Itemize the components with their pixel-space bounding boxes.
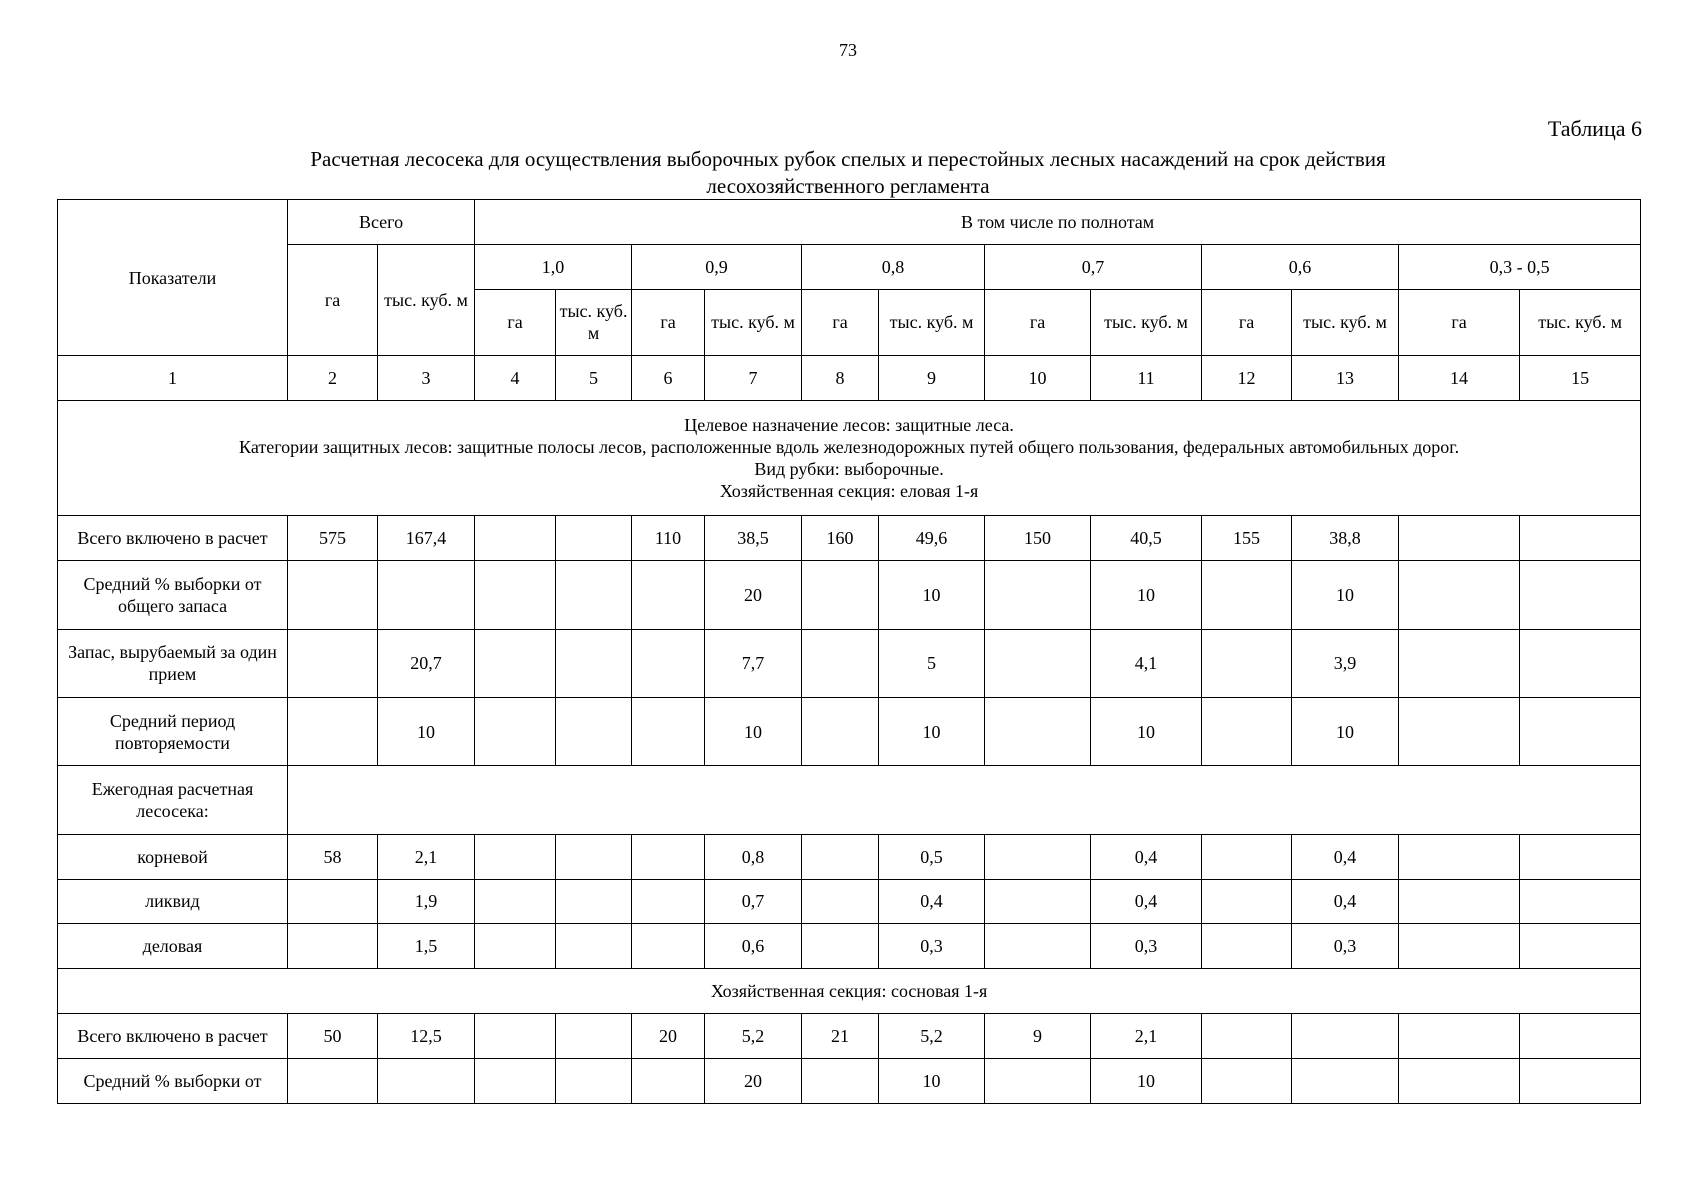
column-number: 12 <box>1202 356 1292 401</box>
table-cell <box>1520 561 1641 629</box>
row-label: Средний % выборки от <box>58 1059 288 1104</box>
header-total-ha: га <box>288 244 378 355</box>
section-header-line: Вид рубки: выборочные. <box>754 459 944 480</box>
table-cell <box>1202 697 1292 765</box>
annual-label-blank <box>288 766 1641 834</box>
header-ha: га <box>1399 289 1520 355</box>
header-ha: га <box>475 289 556 355</box>
section-header <box>58 400 1641 515</box>
table-cell: 10 <box>1091 697 1202 765</box>
table-cell <box>475 629 556 697</box>
table-cell <box>556 629 632 697</box>
table-cell: 0,3 <box>879 924 985 969</box>
table-cell <box>1202 561 1292 629</box>
table-cell <box>1399 697 1520 765</box>
header-density: 1,0 <box>475 244 632 289</box>
header-density: 0,8 <box>802 244 985 289</box>
table-cell: 9 <box>985 1014 1091 1059</box>
table-cell <box>1520 834 1641 879</box>
row-label: деловая <box>58 924 288 969</box>
table-cell: 0,4 <box>1292 879 1399 924</box>
header-ha: га <box>632 289 705 355</box>
table-cell: 40,5 <box>1091 516 1202 561</box>
table-cell: 10 <box>879 561 985 629</box>
table-cell: 155 <box>1202 516 1292 561</box>
table-cell <box>985 924 1091 969</box>
table-cell: 1,9 <box>378 879 475 924</box>
table-cell <box>475 516 556 561</box>
table-cell <box>475 834 556 879</box>
table-cell <box>632 879 705 924</box>
header-indicators: Показатели <box>58 200 288 356</box>
table-cell <box>556 924 632 969</box>
table-cell <box>1202 1059 1292 1104</box>
table-cell <box>1520 1059 1641 1104</box>
harvest-table <box>57 199 1641 1104</box>
table-cell <box>288 629 378 697</box>
table-cell: 5,2 <box>705 1014 802 1059</box>
column-number: 8 <box>802 356 879 401</box>
table-cell <box>1399 1014 1520 1059</box>
table-cell <box>288 561 378 629</box>
table-cell <box>802 629 879 697</box>
column-numbers-row <box>58 356 1641 401</box>
table-cell: 2,1 <box>1091 1014 1202 1059</box>
table-cell <box>632 924 705 969</box>
table-cell: 0,4 <box>879 879 985 924</box>
table-cell <box>475 1059 556 1104</box>
table-cell <box>1202 1014 1292 1059</box>
table-cell <box>556 834 632 879</box>
table-cell <box>985 697 1091 765</box>
table-cell <box>1399 629 1520 697</box>
table-cell <box>985 879 1091 924</box>
table-cell: 49,6 <box>879 516 985 561</box>
table-cell: 160 <box>802 516 879 561</box>
table-cell <box>802 561 879 629</box>
row-label: Всего включено в расчет <box>58 1014 288 1059</box>
header-ha: га <box>1202 289 1292 355</box>
table-cell: 5 <box>879 629 985 697</box>
column-number: 14 <box>1399 356 1520 401</box>
table-cell: 38,8 <box>1292 516 1399 561</box>
column-number: 4 <box>475 356 556 401</box>
section-header-row <box>58 400 1641 515</box>
title-line: Расчетная лесосека для осуществления выборочных рубок спелых и перестойных лесных насаждений на срок действия <box>310 147 1386 171</box>
table-cell: 0,8 <box>705 834 802 879</box>
table-cell <box>475 924 556 969</box>
table-cell: 0,4 <box>1292 834 1399 879</box>
table-cell: 150 <box>985 516 1091 561</box>
row-label: ликвид <box>58 879 288 924</box>
table-cell: 575 <box>288 516 378 561</box>
table-row <box>58 834 1641 879</box>
header-total: Всего <box>288 200 475 245</box>
column-number: 3 <box>378 356 475 401</box>
section-header-row <box>58 969 1641 1014</box>
table-row <box>58 561 1641 629</box>
table-cell <box>1520 879 1641 924</box>
table-title <box>0 146 1696 200</box>
table-cell <box>1202 879 1292 924</box>
table-row <box>58 697 1641 765</box>
header-density: 0,9 <box>632 244 802 289</box>
header-row <box>58 200 1641 245</box>
table-cell: 12,5 <box>378 1014 475 1059</box>
table-cell: 20 <box>705 561 802 629</box>
table-cell <box>475 1014 556 1059</box>
header-ha: га <box>802 289 879 355</box>
column-number: 13 <box>1292 356 1399 401</box>
table-label: Таблица 6 <box>1547 116 1642 141</box>
header-volume: тыс. куб. м <box>1292 289 1399 355</box>
page-number: 73 <box>839 40 857 60</box>
table-cell: 3,9 <box>1292 629 1399 697</box>
column-number: 9 <box>879 356 985 401</box>
column-number: 7 <box>705 356 802 401</box>
table-row <box>58 1059 1641 1104</box>
section-header-line: Целевое назначение лесов: защитные леса. <box>684 415 1014 436</box>
header-volume: тыс. куб. м <box>1520 289 1641 355</box>
table-cell <box>802 879 879 924</box>
table-cell <box>1399 879 1520 924</box>
table-row <box>58 766 1641 834</box>
table-cell <box>556 561 632 629</box>
column-number: 1 <box>58 356 288 401</box>
header-density: 0,3 - 0,5 <box>1399 244 1641 289</box>
annual-label: Ежегодная расчетная лесосека: <box>58 766 288 834</box>
table-cell <box>556 879 632 924</box>
row-label: Средний период повторяемости <box>58 697 288 765</box>
table-cell <box>1399 924 1520 969</box>
table-cell: 21 <box>802 1014 879 1059</box>
table-cell <box>556 697 632 765</box>
table-cell <box>985 629 1091 697</box>
column-number: 6 <box>632 356 705 401</box>
table-cell: 0,3 <box>1091 924 1202 969</box>
table-cell: 167,4 <box>378 516 475 561</box>
table-cell <box>1399 834 1520 879</box>
table-cell <box>985 1059 1091 1104</box>
table-cell: 7,7 <box>705 629 802 697</box>
header-volume: тыс. куб. м <box>556 289 632 355</box>
table-cell <box>1292 1059 1399 1104</box>
table-cell: 0,6 <box>705 924 802 969</box>
table-cell: 10 <box>378 697 475 765</box>
table-cell <box>1520 629 1641 697</box>
table-cell <box>288 697 378 765</box>
header-ha: га <box>985 289 1091 355</box>
table-cell: 1,5 <box>378 924 475 969</box>
table-cell <box>1202 629 1292 697</box>
table-cell <box>632 629 705 697</box>
table-cell: 10 <box>705 697 802 765</box>
table-cell: 10 <box>1292 561 1399 629</box>
section-header-line: Категории защитных лесов: защитные полосы лесов, расположенные вдоль железнодорожных путей общего пользования, федеральных автомобильных дорог. <box>239 437 1460 458</box>
header-row <box>58 244 1641 289</box>
table-cell: 0,7 <box>705 879 802 924</box>
table-cell <box>802 1059 879 1104</box>
table-cell <box>1202 924 1292 969</box>
table-cell <box>1399 516 1520 561</box>
table-cell <box>985 834 1091 879</box>
table-row <box>58 1014 1641 1059</box>
table-cell <box>1520 1014 1641 1059</box>
header-density: 0,6 <box>1202 244 1399 289</box>
table-cell <box>632 697 705 765</box>
table-cell <box>1399 561 1520 629</box>
section-header-line: Хозяйственная секция: сосновая 1-я <box>710 981 988 1002</box>
row-label: корневой <box>58 834 288 879</box>
table-cell <box>802 834 879 879</box>
table-cell <box>288 1059 378 1104</box>
table-cell <box>378 561 475 629</box>
table-cell: 110 <box>632 516 705 561</box>
table-cell <box>475 879 556 924</box>
section-header-line: Хозяйственная секция: еловая 1-я <box>719 481 979 502</box>
table-cell: 20 <box>705 1059 802 1104</box>
column-number: 2 <box>288 356 378 401</box>
title-line: лесохозяйственного регламента <box>706 174 990 198</box>
table-cell <box>288 879 378 924</box>
table-row <box>58 924 1641 969</box>
table-row <box>58 629 1641 697</box>
table-cell <box>632 1059 705 1104</box>
table-cell <box>556 1059 632 1104</box>
column-number: 15 <box>1520 356 1641 401</box>
header-volume: тыс. куб. м <box>1091 289 1202 355</box>
table-cell: 4,1 <box>1091 629 1202 697</box>
header-volume: тыс. куб. м <box>705 289 802 355</box>
row-label: Запас, вырубаемый за один прием <box>58 629 288 697</box>
table-cell <box>288 924 378 969</box>
table-cell <box>802 697 879 765</box>
table-cell: 0,5 <box>879 834 985 879</box>
table-cell <box>1520 516 1641 561</box>
table-cell: 10 <box>1091 561 1202 629</box>
table-cell <box>1399 1059 1520 1104</box>
table-cell <box>985 561 1091 629</box>
table-cell: 38,5 <box>705 516 802 561</box>
table-cell <box>1292 1014 1399 1059</box>
table-cell: 2,1 <box>378 834 475 879</box>
table-cell: 0,3 <box>1292 924 1399 969</box>
table-cell: 10 <box>879 697 985 765</box>
table-cell <box>475 561 556 629</box>
table-cell <box>802 924 879 969</box>
section-header <box>58 969 1641 1014</box>
table-cell: 58 <box>288 834 378 879</box>
row-label: Средний % выборки от общего запаса <box>58 561 288 629</box>
column-number: 10 <box>985 356 1091 401</box>
table-cell <box>1520 924 1641 969</box>
table-cell: 10 <box>1091 1059 1202 1104</box>
table-cell: 20,7 <box>378 629 475 697</box>
column-number: 5 <box>556 356 632 401</box>
header-by-density: В том числе по полнотам <box>475 200 1641 245</box>
header-total-volume: тыс. куб. м <box>378 244 475 355</box>
table-cell: 20 <box>632 1014 705 1059</box>
row-label: Всего включено в расчет <box>58 516 288 561</box>
table-cell <box>1520 697 1641 765</box>
table-cell: 5,2 <box>879 1014 985 1059</box>
header-volume: тыс. куб. м <box>879 289 985 355</box>
column-number: 11 <box>1091 356 1202 401</box>
table-cell <box>632 561 705 629</box>
table-cell <box>556 516 632 561</box>
table-cell: 50 <box>288 1014 378 1059</box>
table-cell <box>556 1014 632 1059</box>
table-cell <box>378 1059 475 1104</box>
table-cell: 0,4 <box>1091 879 1202 924</box>
header-density: 0,7 <box>985 244 1202 289</box>
table-cell: 10 <box>879 1059 985 1104</box>
table-cell: 0,4 <box>1091 834 1202 879</box>
table-cell <box>475 697 556 765</box>
table-row <box>58 879 1641 924</box>
table-row <box>58 516 1641 561</box>
table-cell: 10 <box>1292 697 1399 765</box>
table-cell <box>1202 834 1292 879</box>
table-cell <box>632 834 705 879</box>
